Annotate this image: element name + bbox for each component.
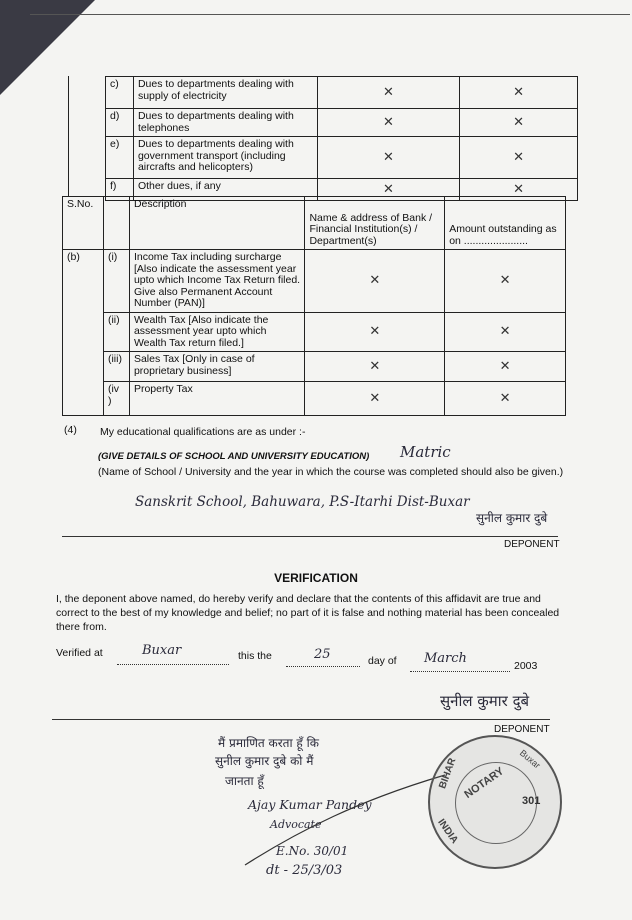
table-row <box>106 77 578 109</box>
handwritten-qualification: Matric <box>400 443 451 461</box>
verification-title: VERIFICATION <box>274 571 358 585</box>
cross-mark: ✕ <box>460 77 578 109</box>
row-letter: d) <box>106 109 134 137</box>
handwritten-school: Sanskrit School, Bahuwara, P.S-Itarhi Dist-Buxar <box>135 494 470 510</box>
row-description: Dues to departments dealing with telephones <box>133 109 317 137</box>
cross-mark: ✕ <box>460 137 578 179</box>
attestation-date: dt - 25/3/03 <box>266 863 343 878</box>
attestation-line-2: सुनील कुमार दुबे को मैं <box>215 754 314 768</box>
header-sno: S.No. <box>63 197 104 250</box>
table-row <box>63 352 566 382</box>
signature-rule <box>62 536 558 537</box>
dues-table <box>105 76 578 201</box>
verified-year: 2003 <box>514 660 538 672</box>
header-bank: Name & address of Bank / Financial Institution(s) / Department(s) <box>305 197 445 250</box>
row-letter: c) <box>106 77 134 109</box>
table-row <box>106 137 578 179</box>
verified-month: March <box>424 651 467 666</box>
row-description: Dues to departments dealing with government transport (including aircrafts and helicopters) <box>133 137 317 179</box>
row-description: Income Tax including surcharge [Also indicate the assessment year upto which Income Tax Return filed. Give also Permanent Account Number (PAN)] <box>129 250 305 313</box>
verified-place: Buxar <box>142 643 182 658</box>
cross-mark: ✕ <box>317 137 460 179</box>
cross-mark: ✕ <box>317 77 460 109</box>
education-heading: My educational qualifications are as under :- <box>100 426 306 438</box>
cross-mark: ✕ <box>305 312 445 352</box>
row-description: Property Tax <box>129 382 305 416</box>
day-of-label: day of <box>368 655 397 667</box>
row-description: Wealth Tax [Also indicate the assessment year upto which Wealth Tax return filed.] <box>129 312 305 352</box>
cross-mark: ✕ <box>445 382 566 416</box>
cross-mark: ✕ <box>460 109 578 137</box>
header-amount: Amount outstanding as on ...................... <box>445 197 566 250</box>
row-number: (ii) <box>103 312 129 352</box>
deponent-label: DEPONENT <box>504 539 560 550</box>
table-row <box>63 250 566 313</box>
row-number: (i) <box>103 250 129 313</box>
row-letter: f) <box>106 179 134 201</box>
header-blank <box>103 197 129 250</box>
row-number: (iii) <box>103 352 129 382</box>
verification-deponent-label: DEPONENT <box>494 724 550 735</box>
table-row <box>106 109 578 137</box>
cross-mark: ✕ <box>305 382 445 416</box>
attestation-line-3: जानता हूँ <box>225 774 264 788</box>
attestation-line-1: मैं प्रमाणित करता हूँ कि <box>218 736 319 750</box>
handwritten-signature: सुनील कुमार दुबे <box>476 511 548 525</box>
verification-signature-rule <box>52 719 550 720</box>
row-description: Other dues, if any <box>133 179 317 201</box>
verification-signature: सुनील कुमार दुबे <box>440 692 530 710</box>
row-description: Dues to departments dealing with supply of electricity <box>133 77 317 109</box>
attestation-title: Advocate <box>270 818 322 831</box>
stamp-text-left: BIHAR <box>437 756 459 791</box>
stamp-text-right: Buxar <box>517 747 543 771</box>
table-row <box>63 312 566 352</box>
cross-mark: ✕ <box>445 250 566 313</box>
stamp-text-top: NOTARY <box>462 765 507 801</box>
row-description: Sales Tax [Only in case of proprietary business] <box>129 352 305 382</box>
row-number: (iv ) <box>103 382 129 416</box>
this-the-label: this the <box>238 650 272 662</box>
section-label: (b) <box>63 250 104 416</box>
attestation-flourish-stroke <box>240 770 450 870</box>
tax-table <box>62 196 566 416</box>
verified-day: 25 <box>314 647 331 662</box>
header-description: Description <box>129 197 305 250</box>
education-instruction: (GIVE DETAILS OF SCHOOL AND UNIVERSITY EDUCATION) <box>98 451 370 462</box>
section-number: (4) <box>64 424 77 436</box>
cross-mark: ✕ <box>305 250 445 313</box>
verified-at-label: Verified at <box>56 647 103 659</box>
row-letter: e) <box>106 137 134 179</box>
cross-mark: ✕ <box>317 179 460 201</box>
verification-body: I, the deponent above named, do hereby verify and declare that the contents of this affidavit are true and correct to the best of my knowledge and belief; no part of it is false and nothing material has been concealed there from. <box>56 593 560 633</box>
education-note: (Name of School / University and the year in which the course was completed should also be given.) <box>98 466 564 478</box>
cross-mark: ✕ <box>445 312 566 352</box>
stamp-number: 301 <box>522 795 541 807</box>
cross-mark: ✕ <box>317 109 460 137</box>
cross-mark: ✕ <box>305 352 445 382</box>
attestation-signature: Ajay Kumar Pandey <box>248 797 372 812</box>
stamp-text-bottom: INDIA <box>435 817 460 846</box>
page-top-rule <box>30 14 630 15</box>
table-header-row <box>63 197 566 250</box>
cross-mark: ✕ <box>445 352 566 382</box>
notary-stamp <box>428 735 562 869</box>
table-left-rule <box>68 76 106 196</box>
attestation-enrolment: E.No. 30/01 <box>276 844 349 858</box>
table-row <box>63 382 566 416</box>
cross-mark: ✕ <box>460 179 578 201</box>
